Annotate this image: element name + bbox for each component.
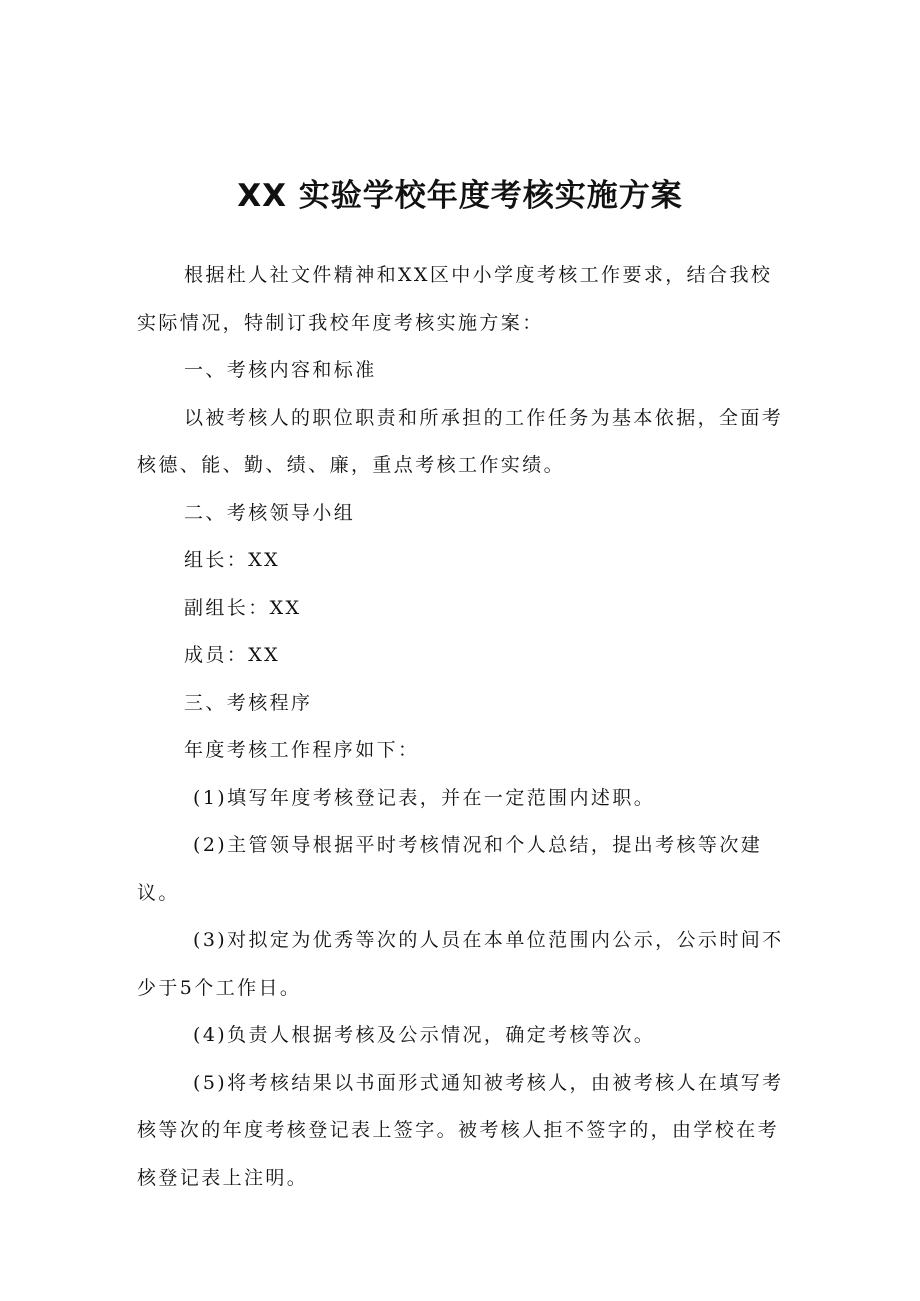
procedure-step-3: (3)对拟定为优秀等次的人员在本单位范围内公示，公示时间不少于5个工作日。 [137,929,784,999]
document-body [137,252,787,1202]
document-title: XX 实验学校年度考核实施方案 [237,178,683,214]
section-heading-1: 一、考核内容和标准 [184,359,377,381]
section-heading-3: 三、考核程序 [184,691,313,714]
members-line: 成员：XX [184,644,281,666]
procedure-step-5: (5)将考核结果以书面形式通知被考核人，由被考核人在填写考核等次的年度考核登记表上签字。被考核人拒不签字的，由学校在考核登记表上注明。 [137,1071,784,1189]
deputy-leader-line: 副组长：XX [184,596,302,619]
section-heading-2: 二、考核领导小组 [184,501,356,524]
procedure-step-4: (4)负责人根据考核及公示情况，确定考核等次。 [193,1024,656,1046]
paragraph-content-standard: 以被考核人的职位职责和所承担的工作任务为基本依据，全面考核德、能、勤、绩、廉，重点考核工作实绩。 [137,406,784,476]
procedure-intro: 年度考核工作程序如下： [184,739,420,761]
procedure-step-1: (1)填写年度考核登记表，并在一定范围内述职。 [193,786,656,809]
procedure-step-2: (2)主管领导根据平时考核情况和个人总结，提出考核等次建议。 [137,834,763,904]
leader-line: 组长：XX [184,549,281,571]
paragraph-intro: 根据杜人社文件精神和XX区中小学度考核工作要求，结合我校实际情况，特制订我校年度考核实施方案： [137,264,773,334]
